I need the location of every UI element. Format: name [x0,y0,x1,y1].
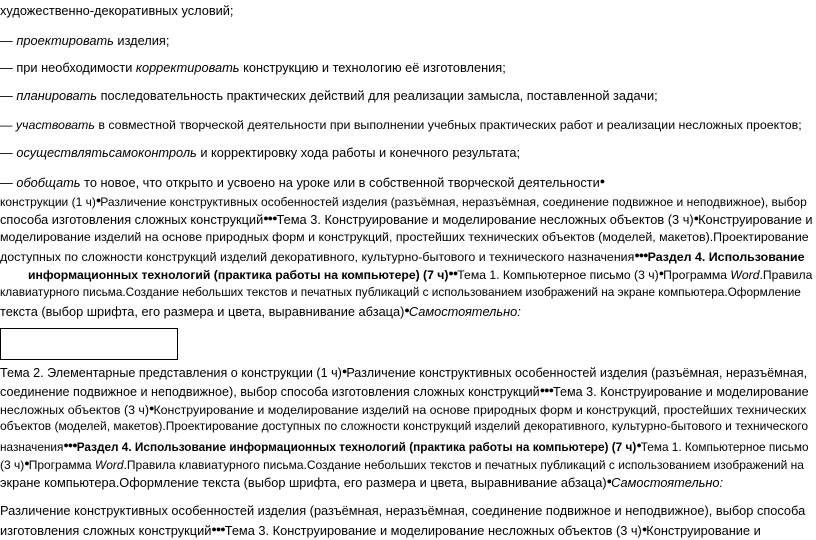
goal-item [0,87,658,105]
goal-item [0,172,604,192]
paragraph-line [0,362,807,382]
text-run: Тема 1. Компьютерное письмо (3 ч) [457,268,659,282]
bullet-icon: ● [641,524,647,534]
text-run: Различение конструктивных особенностей изделия (разъёмная, неразъёмная, соединение подвижное и неподвижное), выбор способа [0,503,806,518]
text-run: объектов (моделей, макетов).Проектирование доступных по сложности конструкций изделий декоративного, культурно-бытового и технического [0,419,809,433]
bullet-icon: ● [606,476,612,486]
goal-text: конструкцию и технологию её изготовления; [239,60,506,75]
goal-dash: — [0,88,17,103]
paragraph-line [0,417,808,435]
text-run: Самостоятельно: [408,304,521,319]
bullet-icon: ● [341,366,347,376]
section-heading: Раздел 4. Использование [647,250,805,264]
text-run: клавиатурного письма.Создание небольших текстов и печатных публикаций с использованием изображений на экране компьютера.Оформление [0,285,801,299]
goal-text: последовательность практических действий для реализации замысла, поставленной задачи; [97,88,658,103]
text-run: Тема 3. Конструирование и моделирование несложных объектов (3 ч) [224,523,642,538]
text-run: изготовления сложных конструкций [0,523,212,538]
bullet-icon: ●●● [63,440,77,450]
text-run: Word [94,458,124,472]
text-run: текста (выбор шрифта, его размера и цвета, выравнивание абзаца) [0,304,405,319]
goal-item [0,32,169,50]
text-run: .Правила клавиатурного письма.Создание небольших текстов и печатных публикаций с использованием изображений на [123,458,804,472]
paragraph-line [0,301,521,321]
text-run: соединение подвижное и неподвижное), выбор способа изготовления сложных конструкций [0,385,540,399]
paragraph-line [0,399,806,419]
bullet-icon: ● [658,268,664,278]
bullet-icon: ● [599,176,605,186]
text-run: Программа [28,458,95,472]
text-run: способа изготовления сложных конструкций [0,212,264,227]
goal-item [0,2,234,20]
text-run: .Правила [759,268,813,282]
bullet-icon: ●●● [211,524,225,534]
paragraph-line [0,283,801,301]
section-heading: информационных технологий (практика работы на компьютере) (7 ч) [28,268,449,282]
paragraph-line [0,502,805,520]
goal-text: то новое, что открыто и усвоено на уроке или в собственной творческой деятельности [80,175,600,190]
text-run: Программа [663,268,731,282]
goal-dash: — [0,118,16,132]
goal-verb: планировать [16,88,98,103]
bullet-icon: ●●● [634,250,648,260]
text-run: несложных объектов (3 ч) [0,403,149,417]
text-run: Конструирование и моделирование изделий на основе природных форм и конструкций, простейших технических [153,403,807,417]
text-run: Тема 3. Конструирование и моделирование несложных объектов (3 ч) [276,212,694,227]
goal-text: изделия; [113,33,170,48]
goal-text: в совместной творческой деятельности при выполнении учебных практических работ и реализации несложных проектов; [94,118,802,132]
paragraph-line [0,381,809,401]
bullet-icon: ●● [448,268,458,278]
goal-dash: — [0,60,17,75]
bullet-icon: ●●● [263,213,277,223]
bullet-icon: ●●● [539,385,554,395]
goal-text: и корректировку хода работы и конечного результата; [196,145,521,160]
bullet-icon: ● [95,195,101,205]
text-run: экране компьютера.Оформление текста (выбор шрифта, его размера и цвета, выравнивание абзаца) [0,475,607,490]
goal-item [0,116,802,134]
goal-dash: — [0,175,17,190]
goal-verb: обобщать [16,175,81,190]
goal-prefix: при необходимости [16,60,136,75]
goal-verb: корректировать [135,60,240,75]
text-run: Конструирование и [698,212,813,227]
paragraph-line [0,454,804,474]
text-run: Тема 2. Элементарные представления о конструкции (1 ч) [0,366,342,380]
goal-verb: участвовать [15,118,95,132]
paragraph-line [0,246,805,266]
text-run: Самостоятельно: [611,475,724,490]
text-run: назначения [0,440,64,454]
text-run: (3 ч) [0,458,25,472]
bullet-icon: ● [404,305,409,315]
goal-dash: — [0,145,17,160]
paragraph-line [0,228,809,246]
paragraph-line [28,264,812,284]
goal-verb: проектировать [16,33,114,48]
bullet-icon: ● [693,213,699,223]
text-run: Тема 1. Компьютерное письмо [640,440,809,454]
text-run: конструкции (1 ч) [0,195,96,209]
section-heading: Раздел 4. Использование информационных технологий (практика работы на компьютере) (7 ч) [76,440,637,454]
bullet-icon: ● [149,403,154,413]
paragraph-line [0,209,813,229]
text-run: Word [730,268,760,282]
empty-box [0,328,178,360]
bullet-icon: ● [24,458,29,468]
text-run: Различение конструктивных особенностей изделия (разъёмная, неразъёмная, [346,366,808,380]
text-run: Различение конструктивных особенностей изделия (разъёмная, неразъёмная, соединение подвижное и неподвижное), выбор [100,195,807,209]
goal-text: художественно-декоративных условий; [0,3,234,18]
goal-item [0,144,520,162]
text-run: Конструирование и [646,523,761,538]
text-run: моделирование изделий на основе природных форм и конструкций, простейших технических объектов (моделей, макетов).Проектирование [0,230,809,244]
text-run: доступных по сложности конструкций изделий декоративного, культурно-бытового и технического назначения [0,250,635,264]
goal-item [0,59,506,77]
paragraph-line [0,520,761,540]
paragraph-line [0,191,807,211]
bullet-icon: ● [636,440,641,450]
paragraph-line [0,436,809,456]
goal-verb: осуществлятьсамоконтроль [16,145,197,160]
paragraph-line [0,472,723,492]
text-run: Тема 3. Конструирование и моделирование [553,385,809,399]
goal-dash: — [0,33,17,48]
